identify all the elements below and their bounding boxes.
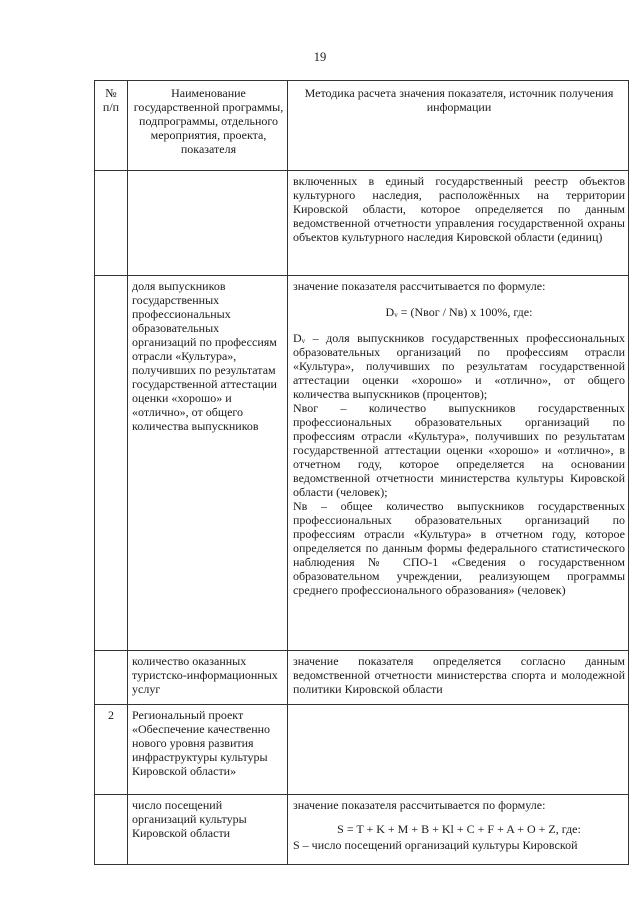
row-name: Региональный проект «Обеспечение качественно нового уровня развития инфраструктуры культуры Кировской области» bbox=[128, 705, 288, 795]
row-num bbox=[95, 795, 128, 865]
table-row bbox=[95, 795, 629, 865]
row-name: доля выпускников государственных профессиональных образовательных организаций по профессиям отрасли «Культура», получивших по результатам государственной аттестации оценки «хорошо» и «отлично», от общего количества выпускников bbox=[128, 276, 288, 651]
definition-nvog: Nвог – количество выпускников государственных профессиональных образовательных организаций по профессиям отрасли «Культура», получивших по результатам государственной аттестации оценки «хорошо» и «отлично», в отчетном году, которое определяется на основании ведомственной отчетности министерства культуры Кировской области (человек); bbox=[293, 401, 625, 499]
formula: Dᵥ = (Nвог / Nв) х 100%, где: bbox=[385, 305, 533, 319]
row-method: включенных в единый государственный реестр объектов культурного наследия, расположённых на территории Кировской области, которое определяется по данным ведомственной отчетности управления государственной охраны объектов культурного наследия Кировской области (единиц) bbox=[288, 171, 629, 276]
formula-intro: значение показателя рассчитывается по формуле: bbox=[293, 279, 546, 293]
row-num bbox=[95, 171, 128, 276]
header-method bbox=[288, 81, 629, 171]
header-method-text: Методика расчета значения показателя, источник получения информации bbox=[304, 86, 614, 114]
row-name: число посещений организаций культуры Кировской области bbox=[128, 795, 288, 865]
formula: S = T + K + M + B + Kl + C + F + A + O + Z, где: bbox=[337, 822, 581, 836]
table-row bbox=[95, 705, 629, 795]
formula-intro: значение показателя рассчитывается по формуле: bbox=[293, 798, 546, 812]
header-num bbox=[95, 81, 128, 171]
table-row bbox=[95, 651, 629, 705]
row-method bbox=[288, 795, 629, 865]
table-row bbox=[95, 171, 629, 276]
definition-s: S – число посещений организаций культуры Кировской bbox=[293, 838, 578, 852]
page-number: 19 bbox=[313, 50, 327, 64]
row-num bbox=[95, 651, 128, 705]
definition-dv: Dᵥ – доля выпускников государственных профессиональных образовательных организаций по профессиям отрасли «Культура», получивших по результатам государственной аттестации оценки «хорошо» и «отлично», от общего количества выпускников (процентов); bbox=[293, 331, 625, 401]
row-method bbox=[288, 705, 629, 795]
header-num-text: № п/п bbox=[102, 86, 120, 114]
row-num: 2 bbox=[95, 705, 128, 795]
row-name bbox=[128, 171, 288, 276]
row-num bbox=[95, 276, 128, 651]
table-header-row bbox=[95, 81, 629, 171]
header-name-text: Наименование государственной программы, подпрограммы, отдельного мероприятия, проекта, показателя bbox=[133, 86, 284, 156]
table-row bbox=[95, 276, 629, 651]
row-name: количество оказанных туристско-информационных услуг bbox=[128, 651, 288, 705]
indicator-table bbox=[94, 80, 629, 865]
row-method: значение показателя определяется согласно данным ведомственной отчетности министерства спорта и молодежной политики Кировской области bbox=[288, 651, 629, 705]
header-name bbox=[128, 81, 288, 171]
definition-nv: Nв – общее количество выпускников государственных профессиональных образовательных организаций по профессиям отрасли «Культура» в отчетном году, которое определяется по данным формы федерального статистического наблюдения № СПО-1 «Сведения о государственном образовательном учреждении, реализующем программы среднего профессионального образования» (человек) bbox=[293, 499, 625, 597]
row-method bbox=[288, 276, 629, 651]
